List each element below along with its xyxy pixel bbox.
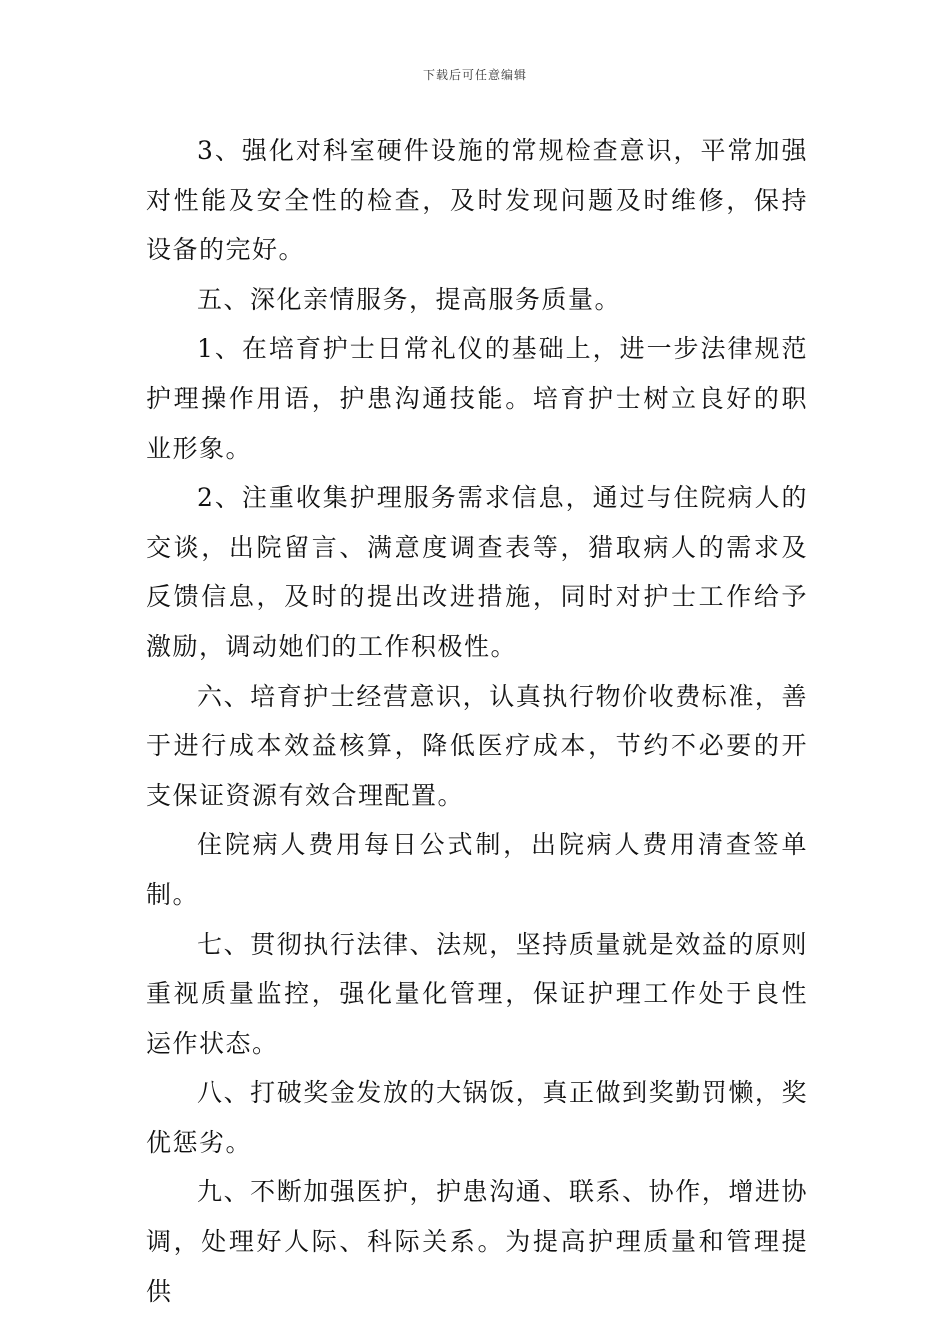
paragraph-section-seven-quality: 七、贯彻执行法律、法规，坚持质量就是效益的原则重视质量监控，强化量化管理，保证护理工作处于良性运作状态。 <box>146 929 808 1058</box>
paragraph-hardware-inspection: 3、强化对科室硬件设施的常规检查意识，平常加强对性能及安全性的检查，及时发现问题及时维修，保持设备的完好。 <box>146 136 808 265</box>
paragraph-billing-system: 住院病人费用每日公式制，出院病人费用清查签单制。 <box>146 830 808 909</box>
paragraph-section-six-cost: 六、培育护士经营意识，认真执行物价收费标准，善于进行成本效益核算，降低医疗成本，节约不必要的开支保证资源有效合理配置。 <box>146 681 808 810</box>
paragraph-section-eight-bonus: 八、打破奖金发放的大锅饭，真正做到奖勤罚懒，奖优惩劣。 <box>146 1078 808 1157</box>
page-header: 下载后可任意编辑 <box>422 68 527 82</box>
paragraph-section-five-heading: 五、深化亲情服务，提高服务质量。 <box>197 284 622 314</box>
paragraph-service-feedback: 2、注重收集护理服务需求信息，通过与住院病人的交谈，出院留言、满意度调查表等，猎取病人的需求及反馈信息，及时的提出改进措施，同时对护士工作给予激励，调动她们的工作积极性。 <box>146 483 808 661</box>
document-body <box>146 126 808 1316</box>
paragraph-etiquette-training: 1、在培育护士日常礼仪的基础上，进一步法律规范护理操作用语，护患沟通技能。培育护士树立良好的职业形象。 <box>146 334 808 463</box>
paragraph-section-nine-communication: 九、不断加强医护，护患沟通、联系、协作，增进协调，处理好人际、科际关系。为提高护理质量和管理提供 <box>146 1177 808 1306</box>
